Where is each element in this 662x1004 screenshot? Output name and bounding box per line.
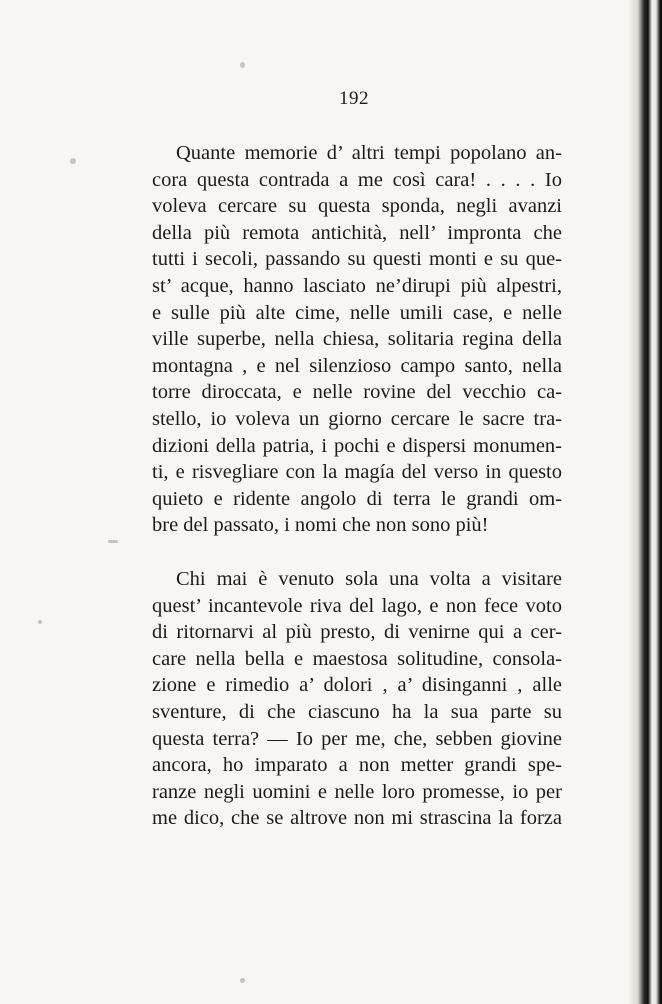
text-line: stello, io voleva un giorno cercare le sacre tra- xyxy=(152,407,562,430)
paragraph-2 xyxy=(152,566,562,832)
paper-speck xyxy=(240,62,245,68)
text-line: Quante memorie d’ altri tempi popolano an- xyxy=(176,142,562,164)
text-line: zione e rimedio a’ dolori , a’ disinganni , alle xyxy=(152,674,562,697)
paragraph-1 xyxy=(152,140,562,539)
text-line: torre diroccata, e nelle rovine del vecchio ca- xyxy=(152,381,562,404)
text-line: questa terra? — Io per me, che, sebben giovine xyxy=(152,727,562,750)
text-line: sventure, di che ciascuno ha la sua parte su xyxy=(152,700,562,723)
text-line: tutti i secoli, passando su questi monti e su que- xyxy=(152,248,562,271)
text-line: quieto e ridente angolo di terra le grandi om- xyxy=(152,487,562,510)
paper-speck xyxy=(240,978,245,983)
page-number: 192 xyxy=(339,88,369,109)
paper-speck xyxy=(70,158,76,164)
text-line: ranze negli uomini e nelle loro promesse, io per xyxy=(152,780,562,803)
text-line: bre del passato, i nomi che non sono più! xyxy=(152,514,489,537)
text-line: della più remota antichità, nell’ impronta che xyxy=(152,221,562,244)
text-line: ville superbe, nella chiesa, solitaria regina della xyxy=(152,328,562,351)
text-line: di ritornarvi al più presto, di venirne qui a cer- xyxy=(152,621,562,644)
text-line: quest’ incantevole riva del lago, e non fece voto xyxy=(152,594,562,617)
text-line: ti, e risvegliare con la magía del verso in questo xyxy=(152,461,562,484)
text-line: st’ acque, hanno lasciato ne’dirupi più alpestri, xyxy=(152,274,562,297)
text-line: montagna , e nel silenzioso campo santo, nella xyxy=(152,354,562,377)
text-line: dizioni della patria, i pochi e dispersi monumen- xyxy=(152,434,562,457)
page-edge xyxy=(628,0,662,1004)
text-line: ancora, ho imparato a non metter grandi spe- xyxy=(152,754,562,777)
paper-speck xyxy=(108,540,118,543)
text-line: Chi mai è venuto sola una volta a visitare xyxy=(176,568,562,590)
text-line: cora questa contrada a me così cara! . . . . Io xyxy=(152,168,562,191)
paper-speck xyxy=(38,620,42,624)
text-line: me dico, che se altrove non mi strascina la forza xyxy=(152,807,562,830)
text-line: care nella bella e maestosa solitudine, consola- xyxy=(152,647,562,670)
text-line: voleva cercare su questa sponda, negli avanzi xyxy=(152,195,562,218)
text-line: e sulle più alte cime, nelle umili case, e nelle xyxy=(152,301,562,324)
